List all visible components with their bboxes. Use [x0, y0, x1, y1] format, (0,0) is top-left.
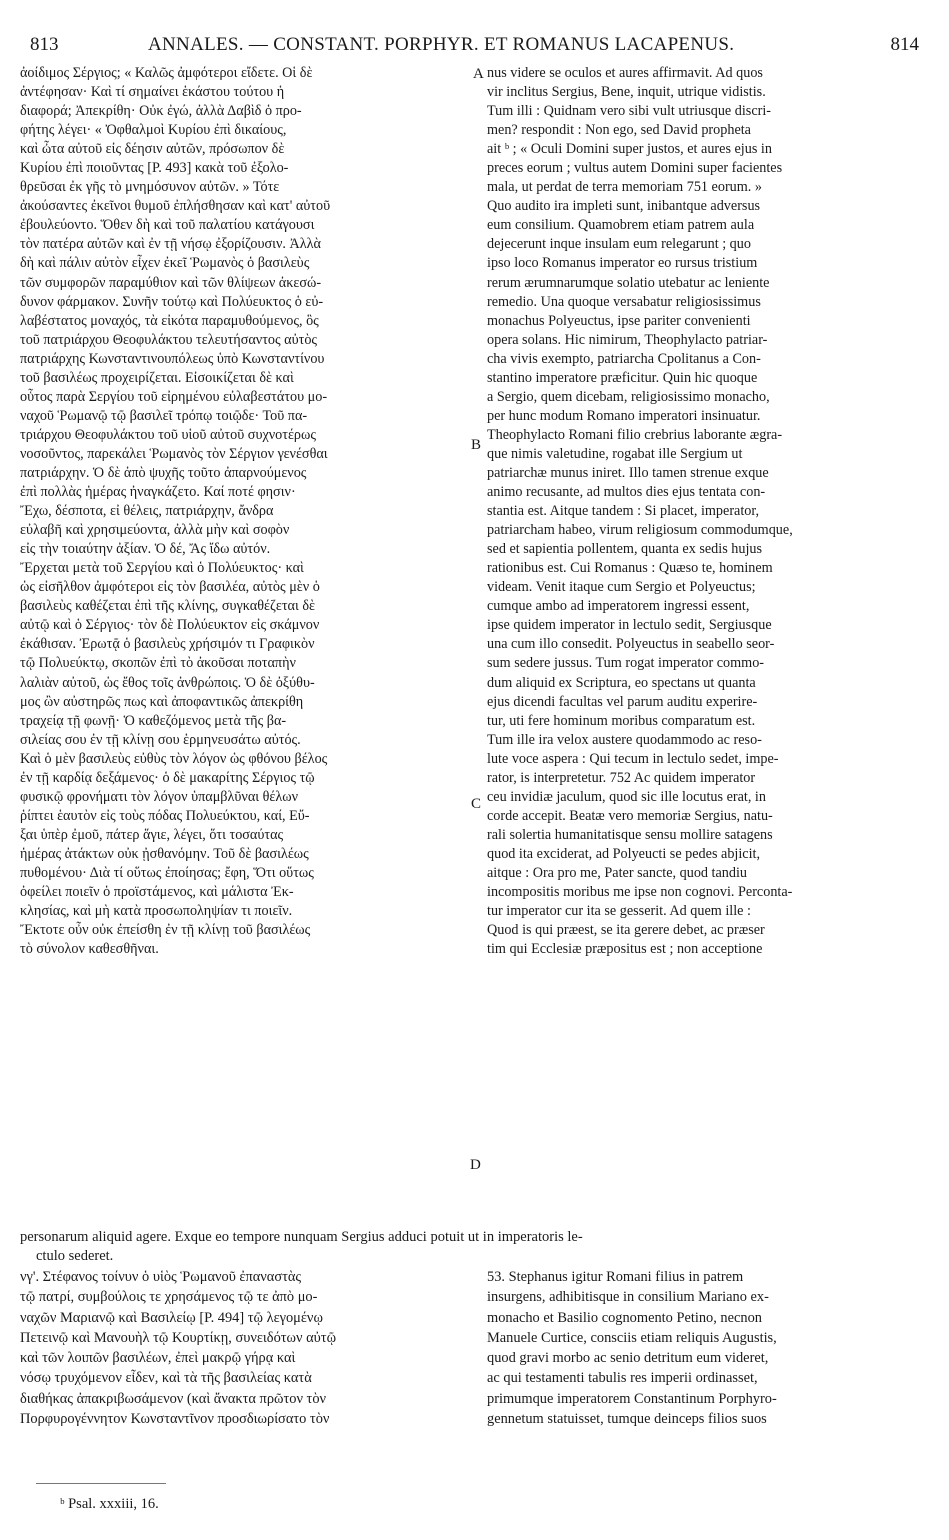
latin-text-line: ait ᵇ ; « Oculi Domini super justos, et aures ejus in: [487, 141, 772, 158]
latin-text-line: rali solertia humanitatisque sensu mollire satagens: [487, 826, 773, 843]
greek-text-line: κλησίας, καὶ μὴ κατὰ προσωποληψίαν τι ποιεῖν.: [20, 903, 293, 920]
margin-letter-a: A: [473, 66, 484, 82]
margin-letter-b: B: [471, 437, 482, 453]
latin-text-line: quod ita exciderat, ad Polyeucti se pedes abjicit,: [487, 845, 761, 862]
greek-text-line: Πορφυρογέννητον Κωνσταντῖνον προσδιωρίσατο τὸν: [20, 1411, 330, 1428]
latin-text-line: cumque ambo ad imperatorem ingressi essent,: [487, 598, 750, 615]
greek-text-line: διαφορά; Ἀπεκρίθη· Οὐκ ἐγώ, ἀλλὰ Δαβὶδ ὁ προ-: [20, 103, 302, 120]
page-number-left: 813: [30, 34, 59, 55]
greek-text-line: Κυρίου ἐπὶ ποιοῦντας [P. 493] κακὰ τοῦ ἐξολο-: [20, 160, 289, 177]
full-width-line-2: ctulo sederet.: [36, 1248, 114, 1264]
latin-text-line: monacho et Basilio cognomento Petino, necnon: [487, 1309, 762, 1326]
margin-letter-c: C: [471, 796, 482, 812]
latin-text-line: ac qui testamenti tabulis res imperii ordinasset,: [487, 1370, 758, 1387]
latin-text-line: Tum ille ira velox austere quodammodo ac reso-: [487, 731, 762, 748]
greek-text-line: αὐτῷ καὶ ὁ Σέργιος· τὸν δὲ Πολύευκτον εἰς σκάμνον: [20, 617, 320, 634]
greek-text-line: τοῦ πατριάρχου Θεοφυλάκτου τελευτήσαντος αὐτὸς: [20, 331, 318, 348]
greek-text-line: πατριάρχης Κωνσταντινουπόλεως ὑπὸ Κωνσταντίνου: [20, 350, 325, 367]
greek-text-line: εἰς τὴν τοιαύτην ἀξίαν. Ὁ δέ, Ἄς ἴδω αὐτόν.: [20, 541, 271, 558]
greek-text-line: ὀφείλει ποιεῖν ὁ προϊστάμενος, καὶ μάλιστα Ἐκ-: [20, 884, 294, 901]
latin-text-line: nus videre se oculos et aures affirmavit. Ad quos: [487, 65, 763, 81]
latin-text-line: ipse quidem imperator in lectulo sedit, Sergiusque: [487, 617, 772, 634]
greek-text-line: ἐν τῇ καρδίᾳ δεξάμενος· ὁ δὲ μακαρίτης Σέργιος τῷ: [20, 769, 315, 786]
latin-text-line: Quod is qui præest, se ita gerere debet, ac præser: [487, 922, 765, 939]
greek-text-line: ναχοῦ Ῥωμανῷ τῷ βασιλεῖ τρόπῳ τοιῷδε· Τοῦ πα-: [20, 407, 308, 424]
latin-text-line: una cum illo consedit. Polyeuctus in seabello seor-: [487, 636, 775, 653]
latin-text-line: sum sedere jussus. Tum rogat imperator commo-: [487, 655, 765, 672]
latin-text-line: per hunc modum Romano imperatori insinuatur.: [487, 407, 761, 424]
greek-text-line: λαλιὰν αὐτοῦ, ὡς ἔθος τοῖς ἀνθρώποις. Ὁ δὲ ὀξύθυ-: [20, 674, 315, 691]
latin-text-line: dejecerunt inque insulam eum relegarunt ; quo: [487, 236, 751, 253]
latin-text-line: stantino imperatore præficitur. Quin hic quoque: [487, 369, 758, 386]
greek-text-line: Ἔκτοτε οὖν οὐκ ἐπείσθη ἐν τῇ κλίνῃ τοῦ βασιλέως: [20, 922, 311, 939]
latin-text-line: aitque : Ora pro me, Pater sancte, quod tandiu: [487, 864, 748, 881]
latin-text-line: tur, uti fere hominum moribus comparatum est.: [487, 712, 756, 729]
greek-text-line: βασιλεὺς καθέζεται ἐπὶ τῆς κλίνης, συγκαθέζεται δὲ: [20, 598, 315, 615]
greek-text-line: τριάρχου Θεοφυλάκτου τοῦ υἱοῦ αὐτοῦ συχνοτέρως: [20, 426, 316, 443]
latin-text-line: mala, ut perdat de terra memoriam 751 eorum. »: [487, 179, 762, 196]
greek-text-line: λαβέστατος μοναχός, τὰ εἰκότα παραμυθούμενος, ὃς: [20, 312, 319, 329]
footnote: ᵇ Psal. xxxiii, 16.: [60, 1496, 159, 1512]
section-53-greek: [20, 1267, 475, 1429]
greek-text-line: μος ὢν αὐστηρῶς πως καὶ ἀποφαντικῶς ἀπεκρίθη: [20, 693, 304, 710]
greek-text-line: πυθομένου· Διὰ τί οὕτως ἐποίησας; ἔφη, Ὅτι οὕτως: [20, 864, 314, 881]
latin-text-line: Tum illi : Quidnam vero sibi vult utriusque discri-: [487, 103, 772, 120]
greek-text-line: καὶ τῶν λοιπῶν βασιλέων, ἐπεὶ μακρῷ γήρᾳ καὶ: [20, 1350, 296, 1367]
latin-text-line: opera solans. Hic nimirum, Theophylacto patriar-: [487, 331, 768, 348]
section-53-latin: [487, 1267, 912, 1429]
latin-text-line: Theophylacto Romani filio crebrius laborante ægra-: [487, 426, 783, 443]
running-header: [30, 34, 919, 64]
greek-text-line: ἡμέρας ἀτάκτων οὐκ ᾐσθανόμην. Τοῦ δὲ βασιλέως: [20, 845, 309, 862]
greek-text-line: νόσῳ τρυχόμενον εἶδεν, καὶ τὰ τῆς βασιλείας κατὰ: [20, 1370, 312, 1387]
latin-text-line: ipso loco Romanus imperator eo rursus tristium: [487, 255, 758, 272]
greek-text-line: τοῦ βασιλέως προχειρίζεται. Εἰσοικίζεται δὲ καὶ: [20, 369, 294, 386]
greek-text-line: καὶ ὦτα αὐτοῦ εἰς δέησιν αὐτῶν, πρόσωπον δὲ: [20, 141, 285, 158]
greek-text-line: νοσοῦντος, παρεκάλει Ῥωμανὸς τὸν Σέργιον γενέσθαι: [20, 445, 328, 462]
greek-text-line: πατριάρχην. Ὁ δὲ ἀπὸ ψυχῆς τοῦτο ἀπαρνούμενος: [20, 464, 307, 481]
latin-text-line: rator, is interpretetur. 752 Ac quidem imperator: [487, 769, 756, 786]
latin-text-line: animo recusante, ad multos dies ejus tentata con-: [487, 484, 766, 501]
greek-text-line: ἐπὶ πολλὰς ἡμέρας ἠναγκάζετο. Καί ποτέ φησιν·: [20, 484, 296, 501]
greek-text-line: ἀντέφησαν· Καὶ τί σημαίνει ἑκάστου τούτου ἡ: [20, 84, 285, 101]
latin-text-line: eum consilium. Quamobrem etiam patrem aula: [487, 217, 755, 234]
latin-text-line: que nimis valetudine, rogabat ille Sergium ut: [487, 445, 743, 462]
latin-text-line: preces eorum ; vultus autem Domini super facientes: [487, 160, 783, 177]
greek-text-line: ξαι ὑπὲρ ἐμοῦ, πάτερ ἅγιε, λέγει, ὅτι τοσαύτας: [20, 826, 284, 843]
latin-text-line: a Sergio, quem dicebam, religiosissimo monacho,: [487, 388, 770, 405]
greek-text-line: τὸν πατέρα αὐτῶν καὶ ἐν τῇ νήσῳ ἐξορίζουσιν. Ἀλλὰ: [20, 236, 321, 253]
latin-text-line: rerum ærumnarumque solatio utebatur ac leniente: [487, 274, 770, 291]
latin-text-line: primumque imperatorem Constantinum Porphyro-: [487, 1390, 777, 1407]
full-width-line-1: personarum aliquid agere. Exque eo tempore nunquam Sergius adduci potuit ut in imperatoris le-: [20, 1229, 583, 1245]
greek-text-line: τραχείᾳ τῇ φωνῇ· Ὁ καθεζόμενος μετὰ τῆς βα-: [20, 712, 287, 729]
greek-text-line: ναχῶν Μαριανῷ καὶ Βασιλείῳ [P. 494] τῷ λεγομένῳ: [20, 1309, 323, 1326]
latin-text-line: rationibus est. Cui Romanus : Quæso te, hominem: [487, 560, 773, 577]
greek-text-line: νγ'. Στέφανος τοίνυν ὁ υἱὸς Ῥωμανοῦ ἐπαναστὰς: [20, 1269, 302, 1285]
latin-text-line: ejus dicendi facultas vel parum auditu experire-: [487, 693, 758, 710]
latin-text-line: patriarcham habeo, virum religiosum commodumque,: [487, 522, 793, 539]
greek-text-line: ὡς εἰσῆλθον ἀμφότεροι εἰς τὸν βασιλέα, αὐτὸς μὲν ὁ: [20, 579, 320, 596]
greek-text-line: τὸ σύνολον καθεσθῆναι.: [20, 941, 159, 958]
latin-text-line: sed et sapientia pollentem, quanta ex sedis hujus: [487, 541, 763, 558]
latin-text-line: gennetum statuisset, tumque deinceps filios suos: [487, 1411, 767, 1428]
greek-text-line: τῶν συμφορῶν παραμύθιον καὶ τῶν θλίψεων ἀκεσώ-: [20, 274, 322, 291]
latin-text-line: dum aliquid ex Scriptura, eo spectans ut quanta: [487, 674, 756, 691]
greek-text-line: ἐβουλεύοντο. Ὅθεν δὴ καὶ τοῦ παλατίου κατάγουσι: [20, 217, 315, 234]
latin-text-line: lute voce aspera : Qui tecum in lectulo sedet, impe-: [487, 750, 779, 767]
greek-text-line: θρεῦσαι ἐκ γῆς τὸ μνημόσυνον αὐτῶν. » Τότε: [20, 179, 280, 196]
latin-text-line: tur imperator cur ita se gesserit. Ad quem ille :: [487, 903, 751, 920]
greek-text-line: ἀκούσαντες ἐκεῖνοι θυμοῦ ἐπλήσθησαν καὶ κατ' αὐτοῦ: [20, 198, 331, 215]
latin-text-line: Manuele Curtice, consciis etiam reliquis Augustis,: [487, 1329, 777, 1346]
greek-text-line: Καὶ ὁ μὲν βασιλεὺς εὐθὺς τὸν λόγον ὡς φθόνου βέλος: [20, 750, 328, 767]
greek-text-line: εὐλαβῆ καὶ χρησιμεύοντα, ἀλλὰ μὴν καὶ σοφὸν: [20, 522, 290, 539]
latin-text-line: tim qui Ecclesiæ præpositus est ; non acceptione: [487, 941, 763, 958]
greek-text-line: τῷ Πολυεύκτῳ, σκοπῶν ἐπὶ τὸ ἀκοῦσαι ποταπὴν: [20, 655, 296, 672]
greek-text-line: σιλείας σου ἐν τῇ κλίνῃ σου ἑρμηνευσάτω αὐτός.: [20, 731, 301, 748]
greek-text-line: Πετεινῷ καὶ Μανουὴλ τῷ Κουρτίκῃ, συνειδότων αὐτῷ: [20, 1329, 337, 1346]
latin-text-line: quod gravi morbo ac senio detritum eum videret,: [487, 1350, 769, 1367]
greek-text-line: ῥίπτει ἑαυτὸν εἰς τοὺς πόδας Πολυεύκτου, καί, Εὔ-: [20, 807, 310, 824]
latin-text-line: 53. Stephanus igitur Romani filius in patrem: [487, 1269, 744, 1285]
latin-text-line: incompositis moribus me ipse non cognovi. Percontа-: [487, 884, 793, 901]
latin-text-line: vir inclitus Sergius, Bene, inquit, utrique vidistis.: [487, 84, 766, 101]
greek-text-line: Ἔχω, δέσποτα, εἰ θέλεις, πατριάρχην, ἄνδρα: [20, 503, 274, 520]
greek-text-line: ἀοίδιμος Σέργιος; « Καλῶς ἀμφότεροι εἴδετε. Οἱ δὲ: [20, 65, 313, 81]
latin-text-line: videam. Venit itaque cum Sergio et Polyeuctus;: [487, 579, 756, 596]
greek-text-line: οὗτος παρὰ Σεργίου τοῦ εἰρημένου εὐλαβεστάτου μο-: [20, 388, 328, 405]
latin-text-line: remedio. Una quoque versabatur religiosissimus: [487, 293, 761, 310]
greek-text-line: δὴ καὶ πάλιν αὐτὸν εἶχεν ἐκεῖ Ῥωμανὸς ὁ βασιλεὺς: [20, 255, 310, 272]
greek-text-line: φυσικῷ φρονήματι τὸν λόγον ὑπαμβλῦναι θέλων: [20, 788, 299, 805]
greek-text-line: δυνον φάρμακον. Συνῆν τούτῳ καὶ Πολύευκτος ὁ εὐ-: [20, 293, 324, 310]
footnote-rule: [36, 1483, 166, 1484]
latin-text-line: men? respondit : Non ego, sed David propheta: [487, 122, 751, 139]
greek-text-line: ἐκάθισαν. Ἐρωτᾷ ὁ βασιλεὺς χρήσιμόν τι Γραφικὸν: [20, 636, 315, 653]
latin-text-line: patriarchæ munus iniret. Illo tamen strenue exque: [487, 464, 769, 481]
greek-text-line: τῷ πατρί, συμβούλοις τε χρησάμενος τῷ τε ἀπὸ μο-: [20, 1289, 318, 1306]
margin-letter-d: D: [470, 1157, 481, 1173]
greek-text-line: Ἔρχεται μετὰ τοῦ Σεργίου καὶ ὁ Πολύευκτος· καὶ: [20, 560, 304, 577]
page-number-right: 814: [890, 34, 919, 55]
latin-text-line: monachus Polyeuctus, ipse pariter convenienti: [487, 312, 751, 329]
latin-text-line: stantia est. Aitque tandem : Si placet, imperator,: [487, 503, 760, 520]
latin-text-line: Quo audito ira impleti sunt, inibantque adversus: [487, 198, 761, 215]
latin-text-line: ceu invidiæ jaculum, quod sic ille locutus erat, in: [487, 788, 766, 805]
latin-text-line: cha vivis exempto, patriarcha Cpolitanus a Con-: [487, 350, 761, 367]
greek-text-line: διαθήκας ἀπακριβωσάμενον (καὶ ἄνακτα πρῶτον τὸν: [20, 1390, 327, 1407]
running-title: ANNALES. — CONSTANT. PORPHYR. ET ROMANUS LACAPENUS.: [148, 34, 735, 55]
latin-text-line: corde accepit. Beatæ vero memoriæ Sergius, natu-: [487, 807, 773, 824]
latin-text-line: insurgens, adhibitisque in consilium Mariano ex-: [487, 1289, 769, 1306]
greek-column: [20, 64, 472, 959]
latin-column: [487, 64, 912, 959]
greek-text-line: φήτης λέγει· « Ὀφθαλμοὶ Κυρίου ἐπὶ δικαίους,: [20, 122, 287, 139]
